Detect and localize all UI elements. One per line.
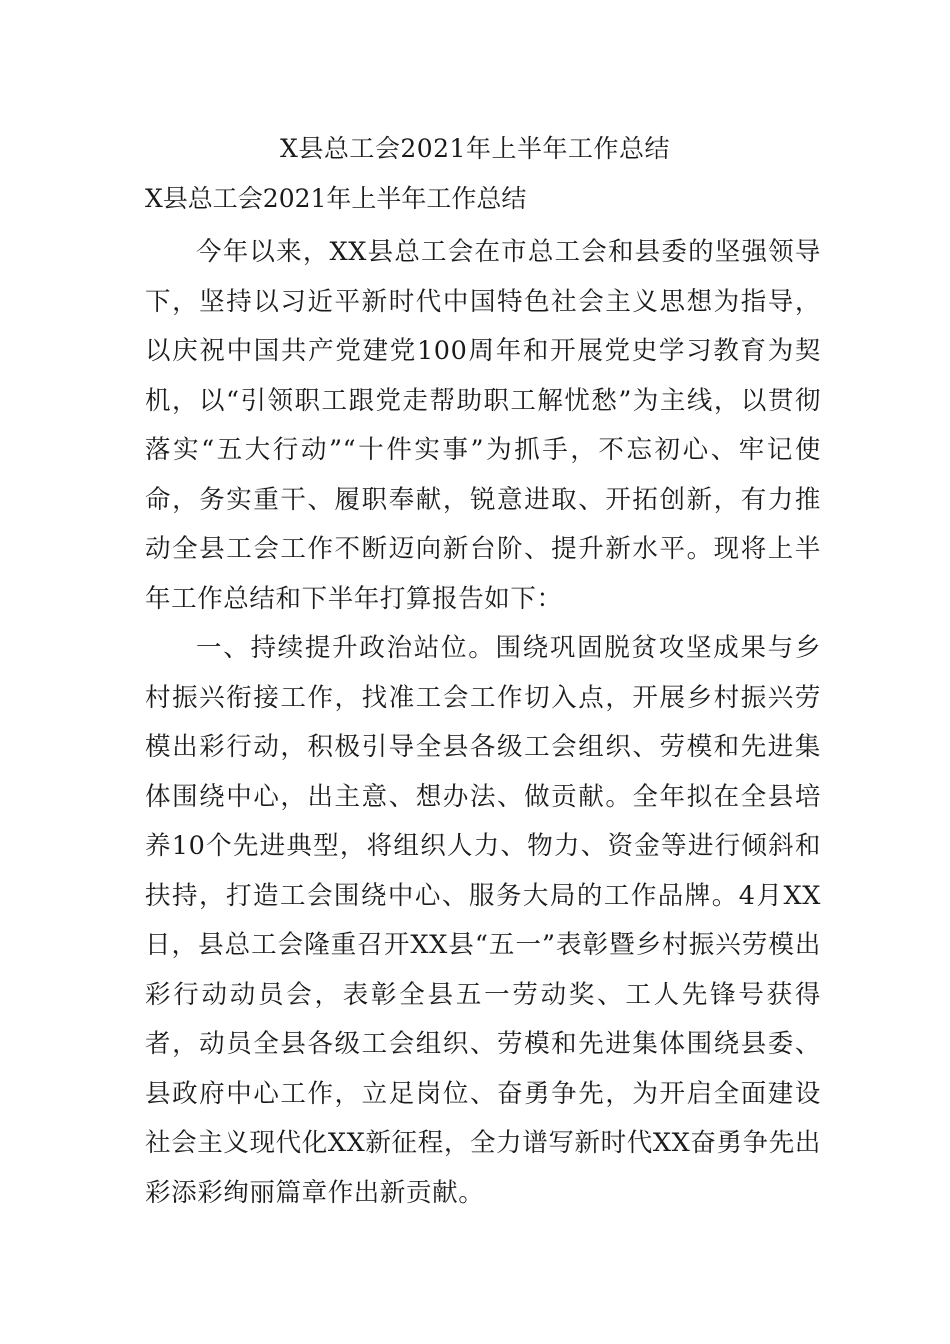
document-title: X县总工会2021年上半年工作总结 xyxy=(280,134,670,163)
document-body xyxy=(145,228,821,1218)
paragraph-intro: 今年以来，XX县总工会在市总工会和县委的坚强领导下，坚持以习近平新时代中国特色社会主义思想为指导，以庆祝中国共产党建党100周年和开展党史学习教育为契机，以“引领职工跟党走帮助职工解忧愁”为主线，以贯彻落实“五大行动”“十件实事”为抓手，不忘初心、牢记使命，务实重干、履职奉献，锐意进取、开拓创新，有力推动全县工会工作不断迈向新台阶、提升新水平。现将上半年工作总结和下半年打算报告如下： xyxy=(145,237,821,614)
document-subtitle: X县总工会2021年上半年工作总结 xyxy=(145,184,527,213)
paragraph-section-1: 一、持续提升政治站位。围绕巩固脱贫攻坚成果与乡村振兴衔接工作，找准工会工作切入点，开展乡村振兴劳模出彩行动，积极引导全县各级工会组织、劳模和先进集体围绕中心，出主意、想办法、做贡献。全年拟在全县培养10个先进典型，将组织人力、物力、资金等进行倾斜和扶持，打造工会围绕中心、服务大局的工作品牌。4月XX日，县总工会隆重召开XX县“五一”表彰暨乡村振兴劳模出彩行动动员会，表彰全县五一劳动奖、工人先锋号获得者，动员全县各级工会组织、劳模和先进集体围绕县委、县政府中心工作，立足岗位、奋勇争先，为开启全面建设社会主义现代化XX新征程，全力谱写新时代XX奋勇争先出彩添彩绚丽篇章作出新贡献。 xyxy=(145,633,821,1208)
